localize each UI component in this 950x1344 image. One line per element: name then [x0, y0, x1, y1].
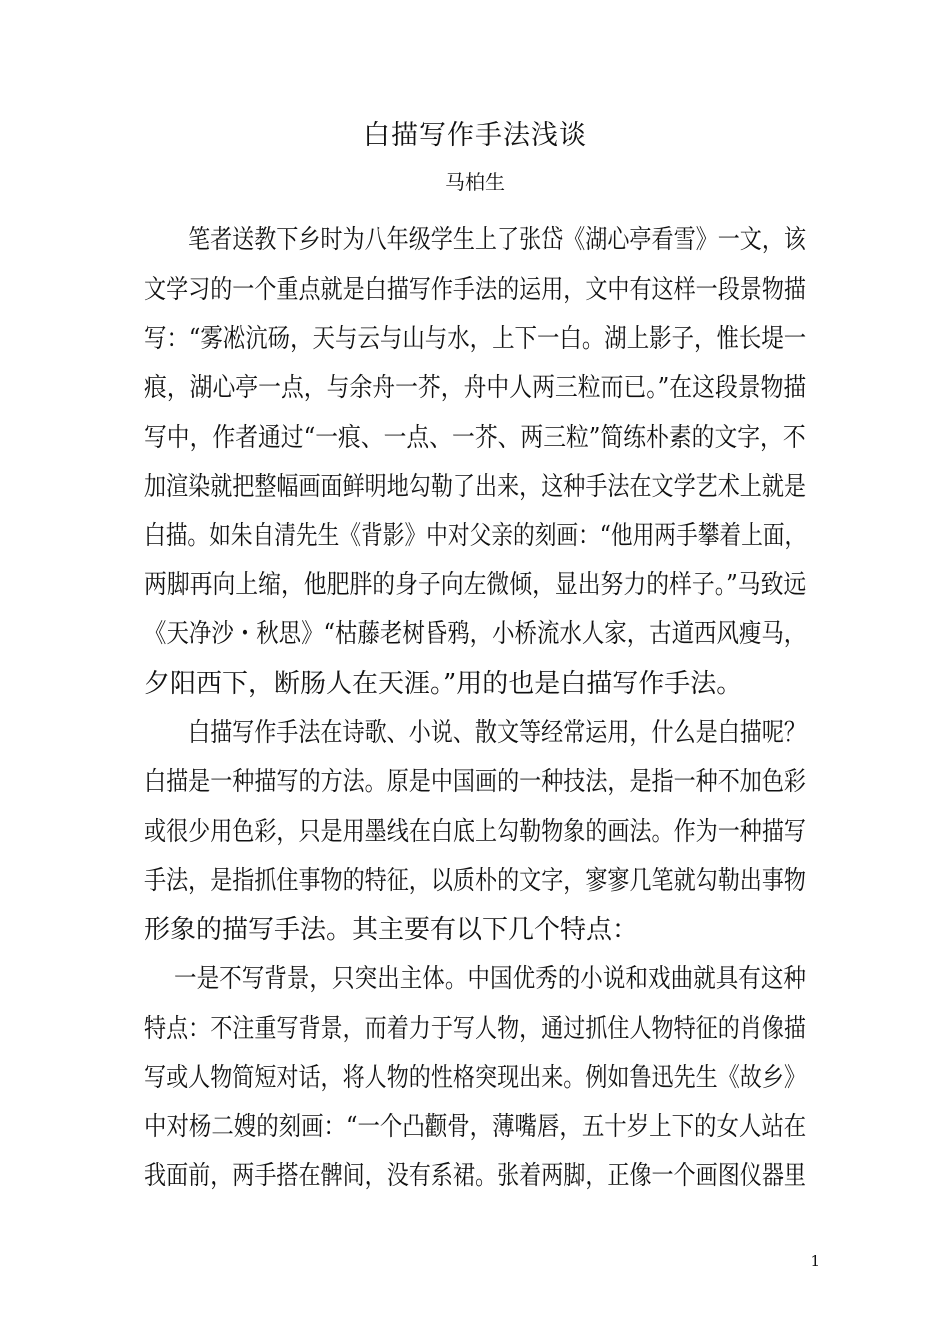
text-line: 中对杨二嫂的刻画：“一个凸颧骨，薄嘴唇，五十岁上下的女人站在	[144, 1112, 807, 1142]
text-line: 白描写作手法在诗歌、小说、散文等经常运用，什么是白描呢？	[188, 718, 807, 748]
text-line: 写中，作者通过“一痕、一点、一芥、两三粒”简练朴素的文字，不	[144, 423, 806, 453]
page-number: 1	[810, 1252, 820, 1270]
document-author: 马柏生	[445, 170, 505, 194]
text-line: 我面前，两手搭在髀间，没有系裙。张着两脚，正像一个画图仪器里	[144, 1161, 807, 1191]
text-line: 加渲染就把整幅画面鲜明地勾勒了出来，这种手法在文学艺术上就是	[144, 472, 807, 502]
text-line: 痕，湖心亭一点，与余舟一芥，舟中人两三粒而已。”在这段景物描	[144, 373, 807, 403]
text-line: 白描是一种描写的方法。原是中国画的一种技法，是指一种不加色彩	[144, 767, 807, 797]
text-line: 写：“雾凇沆砀，天与云与山与水，上下一白。湖上影子，惟长堤一	[144, 324, 807, 354]
text-line: 夕阳西下，断肠人在天涯。”用的也是白描写作手法。	[144, 669, 743, 699]
document-title: 白描写作手法浅谈	[363, 120, 587, 151]
text-line: 《天净沙・秋思》“枯藤老树昏鸦，小桥流水人家，古道西风瘦马，	[144, 619, 807, 649]
text-line: 一是不写背景，只突出主体。中国优秀的小说和戏曲就具有这种	[174, 964, 807, 994]
text-line: 特点：不注重写背景，而着力于写人物，通过抓住人物特征的肖像描	[144, 1014, 807, 1044]
text-line: 形象的描写手法。其主要有以下几个特点：	[144, 915, 639, 945]
text-line: 或很少用色彩，只是用墨线在白底上勾勒物象的画法。作为一种描写	[144, 817, 807, 847]
text-line: 笔者送教下乡时为八年级学生上了张岱《湖心亭看雪》一文，该	[188, 225, 807, 255]
text-line: 白描。如朱自清先生《背影》中对父亲的刻画：“他用两手攀着上面，	[144, 521, 807, 551]
text-line: 写或人物简短对话，将人物的性格突现出来。例如鲁迅先生《故乡》	[144, 1063, 807, 1093]
text-line: 文学习的一个重点就是白描写作手法的运用，文中有这样一段景物描	[144, 275, 807, 305]
text-line: 手法，是指抓住事物的特征，以质朴的文字，寥寥几笔就勾勒出事物	[144, 866, 807, 896]
text-line: 两脚再向上缩，他肥胖的身子向左微倾，显出努力的样子。”马致远	[144, 570, 807, 600]
